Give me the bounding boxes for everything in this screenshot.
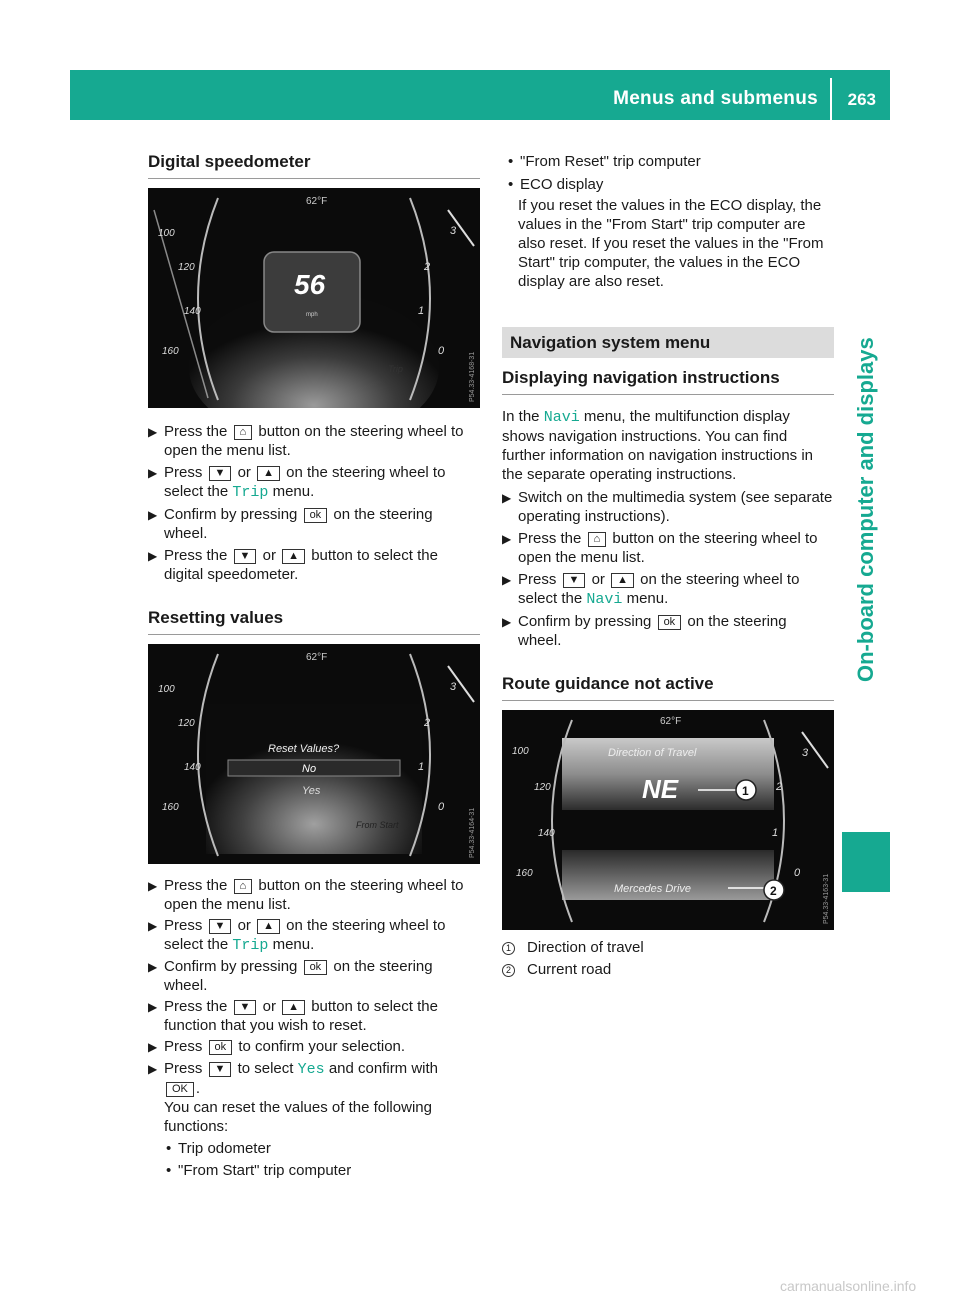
menu-label: Trip bbox=[388, 364, 403, 374]
cluster-image-navigation bbox=[502, 710, 834, 930]
step: ▶ Press ok to confirm your selection. bbox=[148, 1038, 406, 1055]
triangle-up-icon: ▲ bbox=[257, 919, 280, 934]
legend bbox=[502, 938, 834, 979]
gauge-label: 0 bbox=[438, 345, 445, 357]
home-icon: ⌂ bbox=[234, 879, 253, 894]
callout-2: 2 bbox=[770, 884, 777, 898]
ok-key: ok bbox=[658, 615, 682, 630]
steps-list bbox=[502, 488, 834, 650]
section-heading: Resetting values bbox=[148, 608, 284, 627]
direction-value: NE bbox=[642, 774, 679, 804]
step: ▶ Press ▼ or ▲ on the steering wheel to select the Trip menu. bbox=[148, 917, 446, 954]
steps-list bbox=[148, 422, 480, 584]
header-bar bbox=[70, 70, 890, 120]
section-heading: Route guidance not active bbox=[502, 674, 714, 693]
gauge-label: 100 bbox=[512, 746, 529, 757]
image-code: P54.33-4164-31 bbox=[469, 807, 476, 858]
step: ▶ Press the ▼ or ▲ button to select the function that you wish to reset. bbox=[148, 998, 438, 1034]
right-column bbox=[502, 152, 834, 979]
step: ▶ Press the ⌂ button on the steering wheel to open the menu list. bbox=[502, 530, 818, 566]
step: ▶ Confirm by pressing ok on the steering wheel. bbox=[148, 506, 433, 542]
paragraph: If you reset the values in the ECO display, the values in the "From Start" trip computer are also reset. If you reset the values in the "From Start" trip computer, the values in the ECO display are also reset. bbox=[518, 197, 824, 290]
callout-1: 1 bbox=[742, 784, 749, 798]
ok-key: OK bbox=[166, 1082, 194, 1097]
steps-list bbox=[148, 876, 480, 1180]
list-item: • "From Reset" trip computer bbox=[508, 153, 701, 170]
triangle-down-icon: ▼ bbox=[234, 1000, 257, 1015]
gauge-label: 2 bbox=[424, 717, 431, 729]
triangle-down-icon: ▼ bbox=[234, 549, 257, 564]
direction-label: Direction of Travel bbox=[608, 747, 697, 759]
temperature: 62°F bbox=[306, 196, 328, 207]
gauge-label: 1 bbox=[418, 761, 425, 773]
gauge-label: 160 bbox=[162, 346, 179, 357]
ok-key: ok bbox=[209, 1040, 233, 1055]
gauge-label: 3 bbox=[450, 681, 457, 693]
triangle-down-icon: ▼ bbox=[563, 573, 586, 588]
gauge-label: 1 bbox=[418, 305, 425, 317]
step: ▶ Press the ⌂ button on the steering wheel to open the menu list. bbox=[148, 423, 464, 459]
cluster-image-reset bbox=[148, 644, 480, 864]
section-heading: Displaying navigation instructions bbox=[502, 368, 780, 387]
triangle-down-icon: ▼ bbox=[209, 1062, 232, 1077]
image-code: P54.33-4168-31 bbox=[469, 351, 476, 402]
watermark: carmanualsonline.info bbox=[780, 1278, 917, 1294]
speed-unit: mph bbox=[306, 312, 318, 318]
section-header: Navigation system menu bbox=[502, 327, 834, 358]
gauge-label: 2 bbox=[776, 781, 783, 793]
step: ▶ Press the ⌂ button on the steering wheel to open the menu list. bbox=[148, 877, 464, 913]
reset-prompt: Reset Values? bbox=[268, 743, 340, 755]
step: ▶ Confirm by pressing ok on the steering wheel. bbox=[148, 958, 433, 994]
section-title: Menus and submenus bbox=[613, 88, 818, 109]
home-icon: ⌂ bbox=[588, 532, 607, 547]
list-item: • Trip odometer bbox=[166, 1140, 271, 1157]
gauge-label: 100 bbox=[158, 228, 175, 239]
ok-key: ok bbox=[304, 960, 328, 975]
gauge-label: 120 bbox=[534, 782, 551, 793]
gauge-label: 120 bbox=[178, 262, 195, 273]
image-code: P54.33-4163-31 bbox=[823, 873, 830, 924]
gauge-label: 140 bbox=[184, 306, 201, 317]
temperature: 62°F bbox=[306, 652, 328, 663]
legend-item: 1 Direction of travel bbox=[502, 938, 834, 957]
menu-label: From Start bbox=[356, 820, 399, 830]
triangle-down-icon: ▼ bbox=[209, 466, 232, 481]
gauge-label: 3 bbox=[802, 747, 809, 759]
note: You can reset the values of the following functions: bbox=[164, 1099, 432, 1135]
gauge-label: 2 bbox=[424, 261, 431, 273]
step: ▶ Confirm by pressing ok on the steering wheel. bbox=[502, 613, 787, 649]
gauge-label: 100 bbox=[158, 684, 175, 695]
header-divider bbox=[830, 78, 832, 120]
step: ▶ Switch on the multimedia system (see separate operating instructions). bbox=[502, 489, 833, 525]
gauge-label: 160 bbox=[516, 868, 533, 879]
gauge-label: 120 bbox=[178, 718, 195, 729]
gauge-label: 0 bbox=[794, 867, 801, 879]
cluster-image-speedometer bbox=[148, 188, 480, 408]
gauge-label: 1 bbox=[772, 827, 779, 839]
step: ▶ Press ▼ or ▲ on the steering wheel to select the Navi menu. bbox=[502, 571, 800, 608]
paragraph: In the Navi menu, the multifunction display shows navigation instructions. You can find further information on navigation instructions in the separate operating instructions. bbox=[502, 408, 814, 483]
gauge-label: 0 bbox=[438, 801, 445, 813]
triangle-up-icon: ▲ bbox=[282, 1000, 305, 1015]
left-column bbox=[148, 152, 480, 1180]
gauge-label: 3 bbox=[450, 225, 457, 237]
chapter-marker bbox=[842, 832, 890, 892]
triangle-up-icon: ▲ bbox=[282, 549, 305, 564]
chapter-tab bbox=[842, 122, 890, 832]
ok-key: ok bbox=[304, 508, 328, 523]
legend-item: 2 Current road bbox=[502, 960, 834, 979]
gauge-label: 140 bbox=[538, 828, 555, 839]
road-name: Mercedes Drive bbox=[614, 883, 692, 895]
page-number: 263 bbox=[847, 90, 876, 109]
list-item: • "From Start" trip computer bbox=[166, 1162, 352, 1179]
home-icon: ⌂ bbox=[234, 425, 253, 440]
option-no: No bbox=[302, 763, 317, 775]
step: ▶ Press the ▼ or ▲ button to select the digital speedometer. bbox=[148, 547, 438, 583]
chapter-label: On-board computer and displays bbox=[853, 337, 878, 682]
option-yes: Yes bbox=[302, 785, 321, 797]
section-heading: Digital speedometer bbox=[148, 152, 311, 171]
gauge-label: 160 bbox=[162, 802, 179, 813]
triangle-up-icon: ▲ bbox=[611, 573, 634, 588]
temperature: 62°F bbox=[660, 716, 682, 727]
gauge-label: 140 bbox=[184, 762, 201, 773]
step: ▶ Press ▼ to select Yes and confirm with OK . bbox=[148, 1060, 439, 1097]
list-item: • ECO display bbox=[508, 176, 604, 193]
triangle-up-icon: ▲ bbox=[257, 466, 280, 481]
triangle-down-icon: ▼ bbox=[209, 919, 232, 934]
speed-value: 56 bbox=[294, 269, 326, 300]
step: ▶ Press ▼ or ▲ on the steering wheel to select the Trip menu. bbox=[148, 464, 446, 501]
